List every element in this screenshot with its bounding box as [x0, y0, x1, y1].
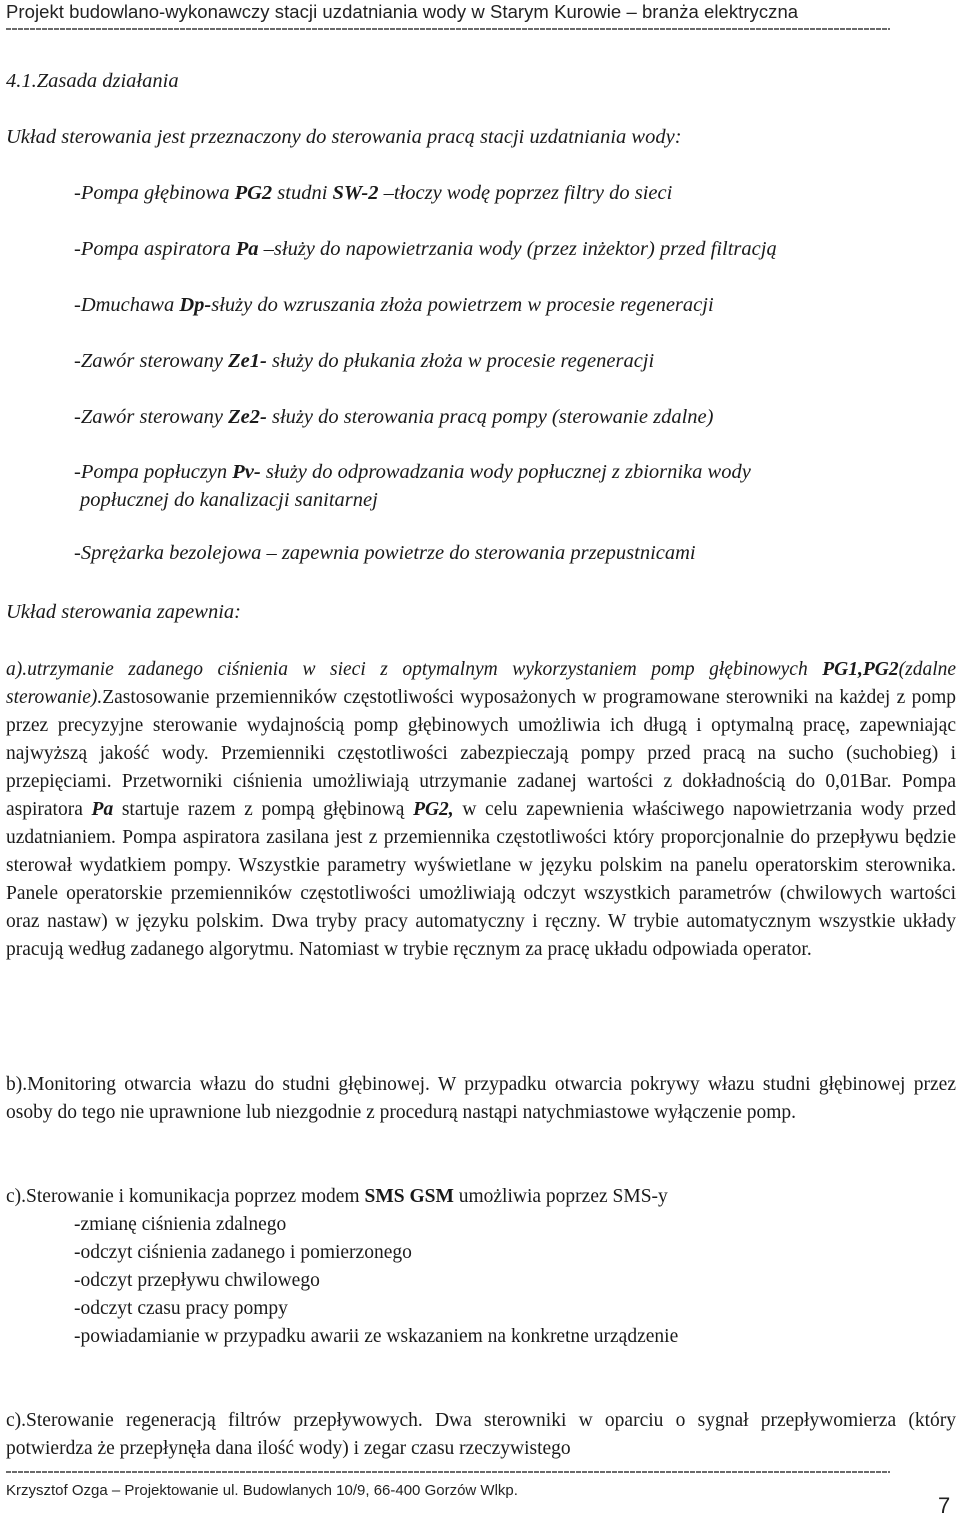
- section-heading: 4.1.Zasada działania: [6, 70, 179, 92]
- component-item: -Sprężarka bezolejowa – zapewnia powietrze do sterowania przepustnicami: [74, 542, 696, 564]
- page-number: 7: [938, 1493, 951, 1518]
- component-item: -Dmuchawa Dp-służy do wzruszania złoża powietrzem w procesie regeneracji: [74, 294, 714, 316]
- paragraph-pressure-control: a).utrzymanie zadanego ciśnienia w sieci z optymalnym wykorzystaniem pomp głębinowych PG1,PG2(zdalne sterowanie).Zastosowanie przemienników częstotliwości wyposażonych w programowane sterowniki na każdej z pomp przez precyzyjne sterowanie wydajnością pomp głębinowych umożliwia ich długą i optymalną pracę, zapewniając najwyższą jakość wody. Przemienniki częstotliwości zabezpieczają pompy przed pracą na sucho (suchobieg) i przepięciami. Przetworniki ciśnienia umożliwiają utrzymanie zadanej wartości z dokładnością do 0,01Bar. Pompa aspiratora Pa startuje razem z pompą głębinową PG2, w celu zapewnienia właściwego napowietrzania wody przed uzdatnianiem. Pompa aspiratora zasilana jest z przemiennika częstotliwości który proporcjonalnie do przepływu będzie sterował wydatkiem pompy. Wszystkie parametry wyświetlane w języku polskim na panelu operatorskim sterownika. Panele operatorskie przemienników częstotliwości umożliwiają odczyt wszystkich parametrów (chwilowych wartości oraz nastaw) w języku polskim. Dwa tryby pracy automatyczny i ręczny. W trybie automatycznym wszystkie układy pracują według zadanego algorytmu. Natomiast w trybie ręcznym za pracę układu odpowiada operator.: [6, 659, 957, 960]
- component-item: -Pompa głębinowa PG2 studni SW-2 –tłoczy wodę poprzez filtry do sieci: [74, 182, 673, 204]
- footer-divider: [6, 1471, 890, 1473]
- list-item: -odczyt przepływu chwilowego: [74, 1270, 320, 1291]
- sms-gsm-lead: c).Sterowanie i komunikacja poprzez modem SMS GSM umożliwia poprzez SMS-y: [6, 1186, 668, 1207]
- provides-label: Układ sterowania zapewnia:: [6, 601, 241, 623]
- footer-address: Krzysztof Ozga – Projektowanie ul. Budowlanych 10/9, 66-400 Gorzów Wlkp.: [6, 1482, 518, 1499]
- paragraph-sms-gsm: [6, 1183, 956, 1351]
- list-item: -odczyt ciśnienia zadanego i pomierzonego: [74, 1242, 412, 1263]
- section-intro: Układ sterowania jest przeznaczony do sterowania pracą stacji uzdatniania wody:: [6, 126, 682, 148]
- sms-feature-list: [6, 1211, 956, 1351]
- component-item: -Pompa popłuczyn Pv- służy do odprowadzania wody popłucznej z zbiornika wody popłucznej do kanalizacji sanitarnej: [74, 461, 751, 511]
- document-header-title: Projekt budowlano-wykonawczy stacji uzdatniania wody w Starym Kurowie – branża elektryczna: [6, 1, 799, 22]
- component-list: [74, 182, 954, 598]
- list-item: -zmianę ciśnienia zdalnego: [74, 1214, 287, 1235]
- component-item: -Zawór sterowany Ze2- służy do sterowania pracą pompy (sterowanie zdalne): [74, 406, 714, 428]
- list-item: -powiadamianie w przypadku awarii ze wskazaniem na konkretne urządzenie: [74, 1326, 679, 1347]
- component-item: -Pompa aspiratora Pa –służy do napowietrzania wody (przez inżektor) przed filtracją: [74, 238, 777, 260]
- header-divider: [6, 28, 890, 30]
- component-item: -Zawór sterowany Ze1- służy do płukania złoża w procesie regeneracji: [74, 350, 655, 372]
- paragraph-hatch-monitoring: b).Monitoring otwarcia włazu do studni głębinowej. W przypadku otwarcia pokrywy włazu studni głębinowej przez osoby do tego nie uprawnione lub niezgodnie z procedurą nastąpi natychmiastowe wyłączenie pomp.: [6, 1074, 956, 1123]
- paragraph-filter-regeneration: c).Sterowanie regeneracją filtrów przepływowych. Dwa sterowniki w oparciu o sygnał przepływomierza (który potwierdza że przepłynęła dana ilość wody) i zegar czasu rzeczywistego: [6, 1410, 956, 1459]
- list-item: -odczyt czasu pracy pompy: [74, 1298, 288, 1319]
